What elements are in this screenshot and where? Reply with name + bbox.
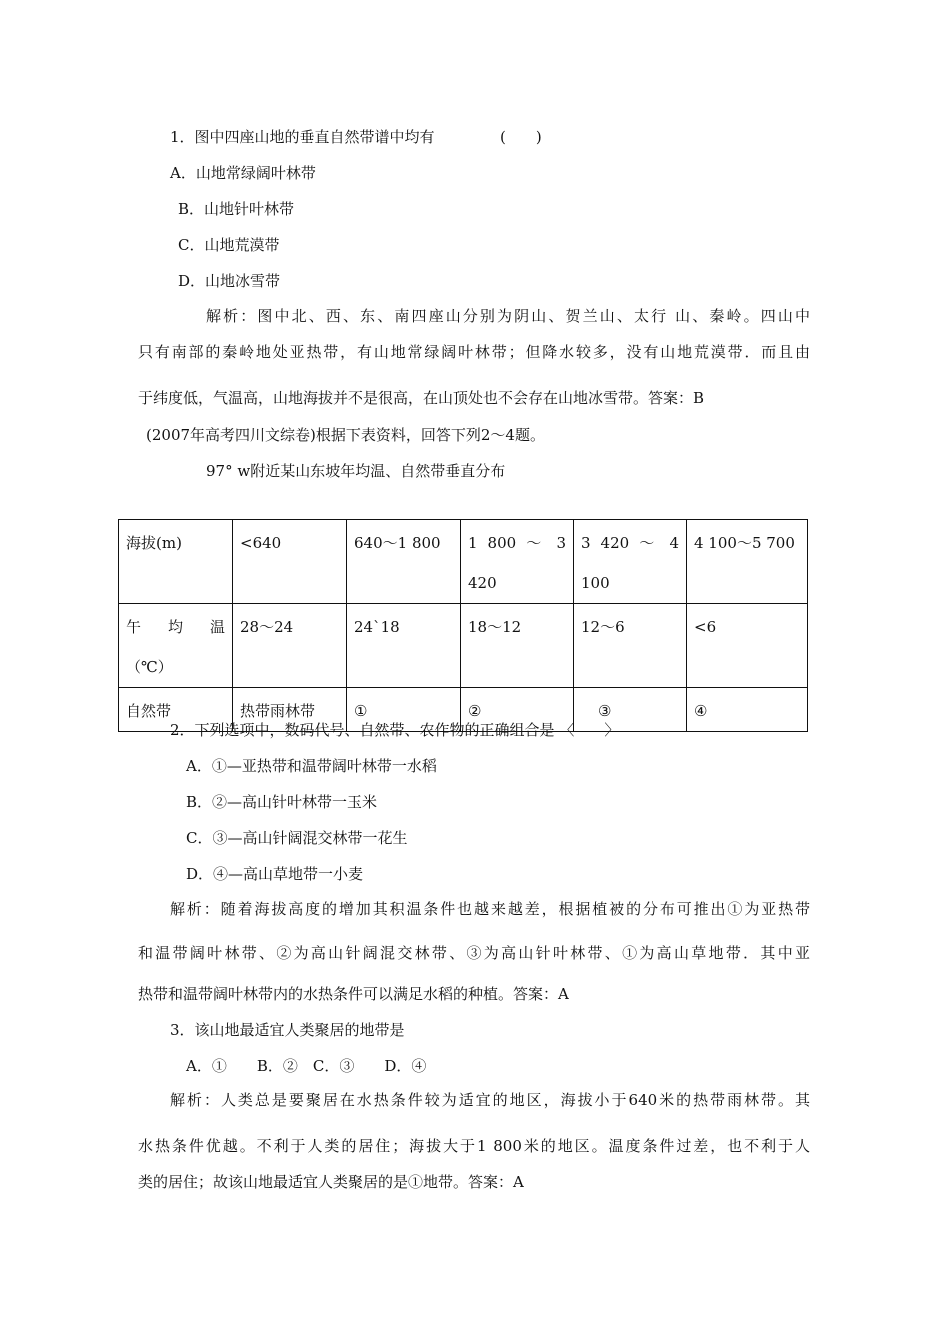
q1-option-b: B．山地针叶林带 [178, 200, 295, 218]
table-cell: 1 800 ～ 3 420 [461, 520, 574, 604]
q1-stem: 1．图中四座山地的垂直自然带谱中均有 [170, 128, 435, 146]
row-label-temperature: 午 均 温 （℃） [119, 604, 233, 688]
q1-analysis-line-2: 只有南部的秦岭地处亚热带，有山地常绿阔叶林带；但降水较多，没有山地荒漠带．而且由 [138, 343, 810, 361]
q3-analysis-line-3: 类的居住；故该山地最适宜人类聚居的是①地带。答案：A [138, 1173, 524, 1191]
q1-answer-paren: ( ) [500, 128, 542, 146]
table-cell: 热带雨林带 [233, 688, 347, 732]
q1-analysis-line-1: 解析：图中北、西、东、南四座山分别为阴山、贺兰山、太行 山、秦岭。四山中 [206, 307, 810, 325]
table-cell: 12～6 [574, 604, 687, 688]
table-row [119, 520, 808, 604]
row-label-altitude: 海拔(m) [119, 520, 233, 604]
q2-option-b: B．②—高山针叶林带一玉米 [186, 793, 378, 811]
table-cell: 28～24 [233, 604, 347, 688]
table-cell: ④ [687, 688, 808, 732]
table-cell: 640～1 800 [347, 520, 461, 604]
q2-analysis-line-1: 解析：随着海拔高度的增加其积温条件也越来越差，根据植被的分布可推出①为亚热带 [170, 900, 810, 918]
q1-option-a: A．山地常绿阔叶林带 [170, 164, 316, 182]
table-cell: 4 100～5 700 [687, 520, 808, 604]
q2-option-a: A．①—亚热带和温带阔叶林带一水稻 [186, 757, 437, 775]
table-cell: 24`18 [347, 604, 461, 688]
table-title: 97° w附近某山东坡年均温、自然带垂直分布 [206, 462, 506, 480]
q1-analysis-line-3: 于纬度低，气温高，山地海拔并不是很高，在山顶处也不会存在山地冰雪带。答案：B [138, 389, 705, 407]
section-intro: (2007年高考四川文综卷)根据下表资料，回答下列2～4题。 [146, 426, 545, 444]
table-cell: 18～12 [461, 604, 574, 688]
q2-option-c: C．③—高山针阔混交林带一花生 [186, 829, 408, 847]
table-cell: <640 [233, 520, 347, 604]
q3-stem: 3．该山地最适宜人类聚居的地带是 [170, 1021, 405, 1039]
table-cell: ③ [574, 688, 687, 732]
table-cell: ① [347, 688, 461, 732]
q3-analysis-line-2: 水热条件优越。不利于人类的居住；海拔大于1 800米的地区。温度条件过差，也不利于人 [138, 1137, 810, 1155]
q2-stem: 2．下列选项中，数码代号、自然带、农作物的正确组合是 〈 〉 [170, 721, 620, 739]
q1-option-c: C．山地荒漠带 [178, 236, 280, 254]
table-cell: <6 [687, 604, 808, 688]
q3-options: A．① B．② C．③ D．④ [186, 1057, 427, 1075]
q2-analysis-line-3: 热带和温带阔叶林带内的水热条件可以满足水稻的种植。答案：A [138, 985, 569, 1003]
q1-option-d: D．山地冰雪带 [178, 272, 281, 290]
table-row [119, 604, 808, 688]
q2-analysis-line-2: 和温带阔叶林带、②为高山针阔混交林带、③为高山针叶林带、①为高山草地带．其中亚 [138, 944, 810, 962]
table-cell: 3 420 ～ 4 100 [574, 520, 687, 604]
data-table [118, 519, 808, 732]
table-cell: ② [461, 688, 574, 732]
q3-analysis-line-1: 解析：人类总是要聚居在水热条件较为适宜的地区，海拔小于640米的热带雨林带。其 [170, 1091, 810, 1109]
q2-option-d: D．④—高山草地带一小麦 [186, 865, 364, 883]
row-label-zone: 自然带 [119, 688, 233, 732]
